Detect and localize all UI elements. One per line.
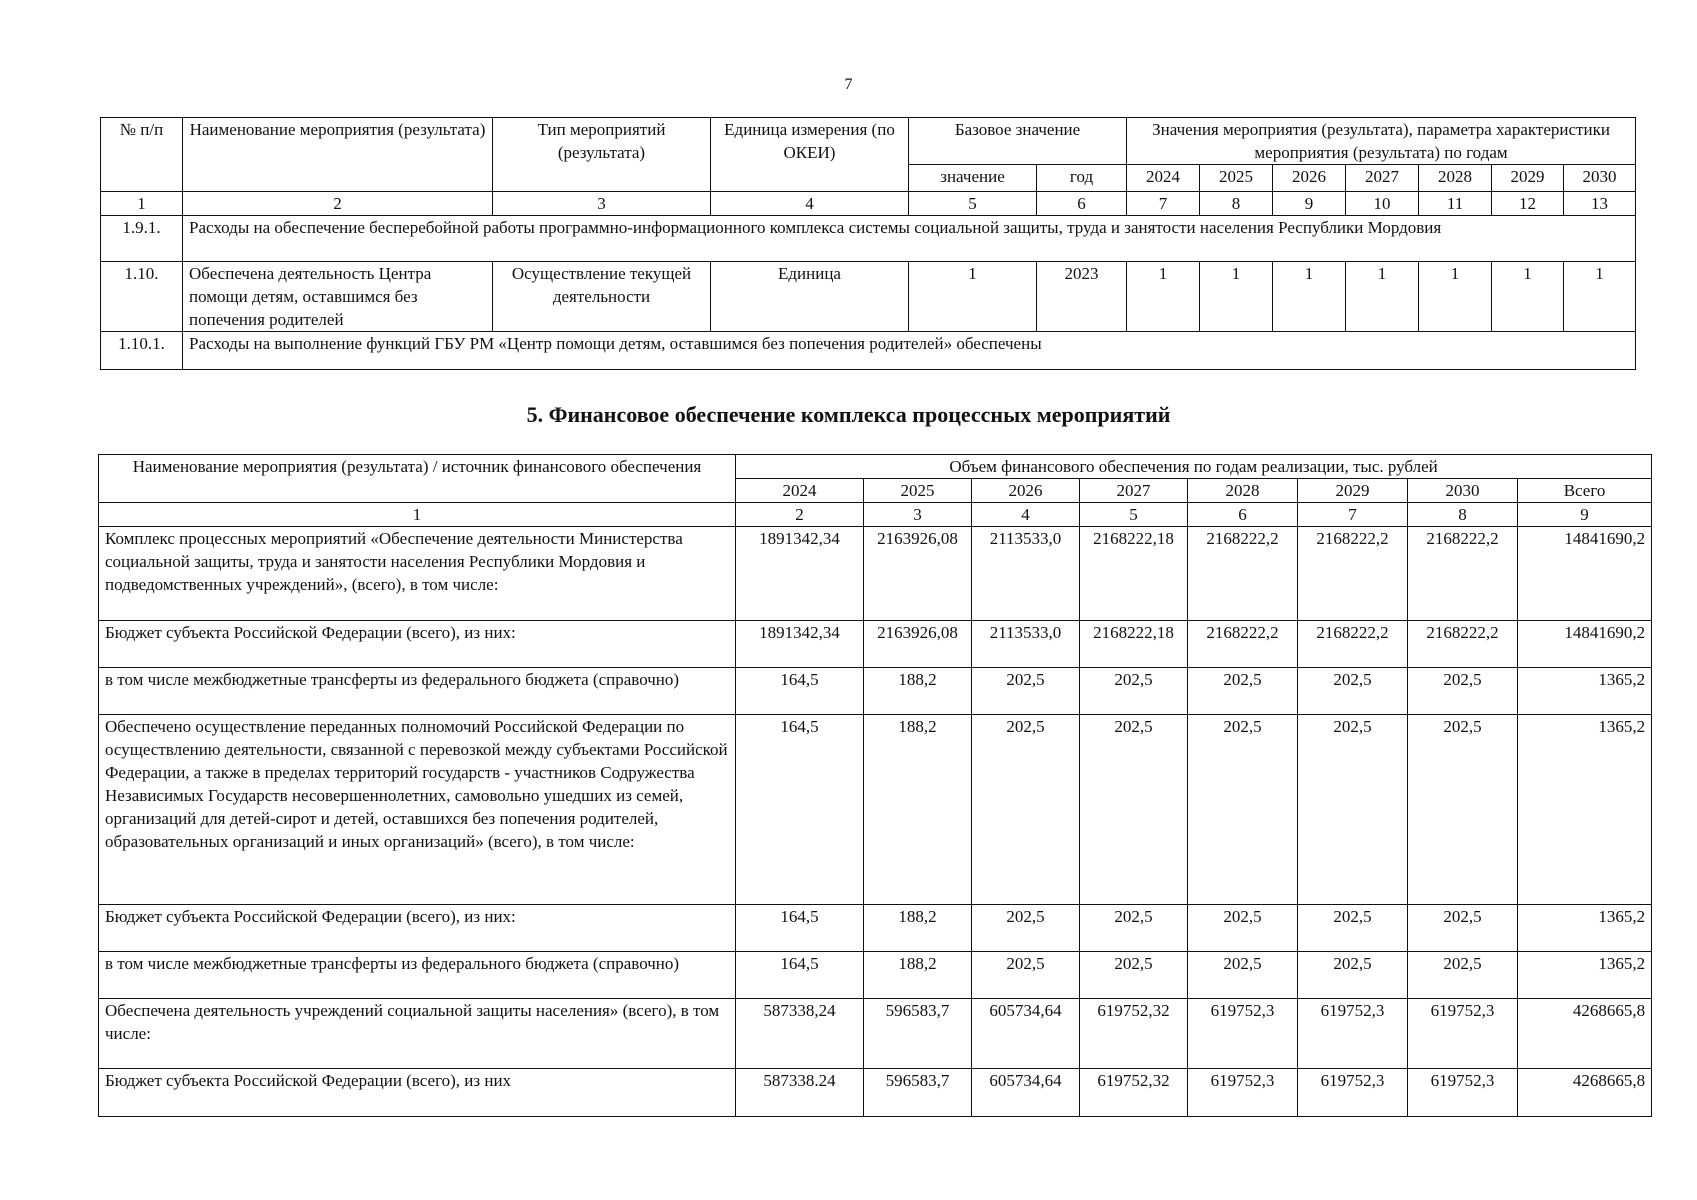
activity-type: Осуществление текущей деятельности (493, 262, 711, 332)
header-num: № п/п (101, 118, 183, 192)
financing-value: 202,5 (1408, 668, 1518, 715)
table-row (99, 1069, 1652, 1117)
financing-value: 605734,64 (972, 1069, 1080, 1117)
col-number: 11 (1419, 192, 1492, 216)
financing-value: 2163926,08 (864, 527, 972, 621)
activity-unit: Единица (711, 262, 909, 332)
header-year: 2030 (1564, 165, 1636, 192)
financing-value: 619752,3 (1188, 1069, 1298, 1117)
financing-value: 619752,3 (1298, 1069, 1408, 1117)
financing-value: 202,5 (1408, 715, 1518, 905)
col-number: 6 (1188, 503, 1298, 527)
financing-value: 2168222,2 (1188, 527, 1298, 621)
financing-value: 202,5 (1188, 715, 1298, 905)
table2-header-row (99, 455, 1652, 479)
financing-value: 619752,32 (1080, 1069, 1188, 1117)
financing-value: 202,5 (1298, 715, 1408, 905)
table-row (99, 621, 1652, 668)
financing-value: 202,5 (1408, 905, 1518, 952)
table-row (99, 668, 1652, 715)
financing-total: 1365,2 (1518, 952, 1652, 999)
financing-value: 2168222,2 (1298, 621, 1408, 668)
financing-value: 2113533,0 (972, 621, 1080, 668)
row-number: 1.9.1. (101, 216, 183, 262)
financing-value: 164,5 (736, 715, 864, 905)
activities-table (100, 117, 1636, 370)
col-number: 9 (1518, 503, 1652, 527)
financing-value: 202,5 (1188, 668, 1298, 715)
financing-value: 2168222,2 (1188, 621, 1298, 668)
col-number: 10 (1346, 192, 1419, 216)
financing-value: 596583,7 (864, 1069, 972, 1117)
table-row (99, 527, 1652, 621)
financing-value: 202,5 (1298, 952, 1408, 999)
header-year: 2028 (1188, 479, 1298, 503)
table-row (99, 715, 1652, 905)
financing-value: 202,5 (1188, 905, 1298, 952)
header-name: Наименование мероприятия (результата) (183, 118, 493, 192)
financing-value: 188,2 (864, 952, 972, 999)
activity-name: Обеспечена деятельность Центра помощи детям, оставшимся без попечения родителей (183, 262, 493, 332)
col-number: 6 (1037, 192, 1127, 216)
financing-total: 14841690,2 (1518, 527, 1652, 621)
col-number: 1 (101, 192, 183, 216)
financing-value: 202,5 (1080, 715, 1188, 905)
financing-value: 587338,24 (736, 999, 864, 1069)
col-number: 7 (1298, 503, 1408, 527)
financing-table-body (99, 527, 1652, 1117)
financing-value: 1891342,34 (736, 621, 864, 668)
col-number: 2 (183, 192, 493, 216)
financing-value: 202,5 (1080, 952, 1188, 999)
col-number: 8 (1408, 503, 1518, 527)
financing-value: 2113533,0 (972, 527, 1080, 621)
table2-column-numbers (99, 503, 1652, 527)
header-year: 2027 (1346, 165, 1419, 192)
header-name: Наименование мероприятия (результата) / источник финансового обеспечения (99, 455, 736, 503)
col-number: 12 (1492, 192, 1564, 216)
financing-item-name: в том числе межбюджетные трансферты из федерального бюджета (справочно) (99, 952, 736, 999)
financing-value: 2168222,2 (1408, 527, 1518, 621)
activity-year-value: 1 (1564, 262, 1636, 332)
header-year: 2028 (1419, 165, 1492, 192)
table1-column-numbers (101, 192, 1636, 216)
header-values: Значения мероприятия (результата), параметра характеристики мероприятия (результата) по годам (1127, 118, 1636, 165)
col-number: 5 (909, 192, 1037, 216)
col-number: 3 (493, 192, 711, 216)
financing-value: 619752,3 (1408, 999, 1518, 1069)
financing-item-name: Обеспечена деятельность учреждений социальной защиты населения» (всего), в том числе: (99, 999, 736, 1069)
financing-value: 619752,32 (1080, 999, 1188, 1069)
table-row (101, 262, 1636, 332)
financing-value: 202,5 (1298, 905, 1408, 952)
financing-value: 619752,3 (1408, 1069, 1518, 1117)
col-number: 1 (99, 503, 736, 527)
financing-total: 1365,2 (1518, 668, 1652, 715)
row-text: Расходы на обеспечение бесперебойной работы программно-информационного комплекса системы социальной защиты, труда и занятости населения Республики Мордовия (183, 216, 1636, 262)
table-row (101, 216, 1636, 262)
financing-value: 2168222,18 (1080, 527, 1188, 621)
financing-value: 202,5 (1408, 952, 1518, 999)
activity-year-value: 1 (1127, 262, 1200, 332)
header-year: 2025 (864, 479, 972, 503)
header-base-value: значение (909, 165, 1037, 192)
financing-value: 188,2 (864, 905, 972, 952)
col-number: 13 (1564, 192, 1636, 216)
financing-value: 202,5 (972, 952, 1080, 999)
header-year: 2030 (1408, 479, 1518, 503)
financing-value: 202,5 (1188, 952, 1298, 999)
financing-total: 4268665,8 (1518, 999, 1652, 1069)
header-total: Всего (1518, 479, 1652, 503)
financing-value: 164,5 (736, 952, 864, 999)
header-year: 2026 (972, 479, 1080, 503)
financing-value: 164,5 (736, 905, 864, 952)
header-year: 2024 (1127, 165, 1200, 192)
financing-item-name: в том числе межбюджетные трансферты из федерального бюджета (справочно) (99, 668, 736, 715)
header-year: 2029 (1492, 165, 1564, 192)
financing-total: 4268665,8 (1518, 1069, 1652, 1117)
financing-value: 188,2 (864, 715, 972, 905)
activity-year-value: 1 (1346, 262, 1419, 332)
financing-value: 202,5 (1080, 905, 1188, 952)
table1-header-row (101, 118, 1636, 165)
row-text: Расходы на выполнение функций ГБУ РМ «Центр помощи детям, оставшимся без попечения родителей» обеспечены (183, 332, 1636, 370)
financing-value: 202,5 (1298, 668, 1408, 715)
activity-year-value: 1 (1273, 262, 1346, 332)
col-number: 3 (864, 503, 972, 527)
col-number: 2 (736, 503, 864, 527)
col-number: 4 (972, 503, 1080, 527)
financing-value: 2163926,08 (864, 621, 972, 668)
row-number: 1.10.1. (101, 332, 183, 370)
financing-total: 14841690,2 (1518, 621, 1652, 668)
header-base: Базовое значение (909, 118, 1127, 165)
financing-value: 202,5 (1080, 668, 1188, 715)
financing-value: 2168222,18 (1080, 621, 1188, 668)
header-year: 2025 (1200, 165, 1273, 192)
financing-table (98, 454, 1652, 1117)
header-year: 2024 (736, 479, 864, 503)
header-volume: Объем финансового обеспечения по годам реализации, тыс. рублей (736, 455, 1652, 479)
table-row (99, 952, 1652, 999)
financing-value: 202,5 (972, 715, 1080, 905)
financing-value: 1891342,34 (736, 527, 864, 621)
financing-total: 1365,2 (1518, 905, 1652, 952)
col-number: 5 (1080, 503, 1188, 527)
col-number: 9 (1273, 192, 1346, 216)
financing-value: 596583,7 (864, 999, 972, 1069)
header-base-year: год (1037, 165, 1127, 192)
col-number: 4 (711, 192, 909, 216)
financing-value: 202,5 (972, 905, 1080, 952)
financing-value: 619752,3 (1298, 999, 1408, 1069)
financing-item-name: Бюджет субъекта Российской Федерации (всего), из них: (99, 621, 736, 668)
financing-value: 188,2 (864, 668, 972, 715)
row-number: 1.10. (101, 262, 183, 332)
activity-year-value: 1 (1419, 262, 1492, 332)
financing-value: 164,5 (736, 668, 864, 715)
col-number: 8 (1200, 192, 1273, 216)
financing-value: 2168222,2 (1298, 527, 1408, 621)
financing-item-name: Обеспечено осуществление переданных полномочий Российской Федерации по осуществлению деятельности, связанной с перевозкой между субъектами Российской Федерации, а также в пределах территорий государств - участников Содружества Независимых Государств несовершеннолетних, самовольно ушедших из семей, организаций для детей-сирот и детей, оставшихся без попечения родителей, образовательных организаций и иных организаций» (всего), в том числе: (99, 715, 736, 905)
financing-item-name: Комплекс процессных мероприятий «Обеспечение деятельности Министерства социальной защиты, труда и занятости населения Республики Мордовия и подведомственных учреждений», (всего), в том числе: (99, 527, 736, 621)
financing-item-name: Бюджет субъекта Российской Федерации (всего), из них (99, 1069, 736, 1117)
col-number: 7 (1127, 192, 1200, 216)
header-year: 2029 (1298, 479, 1408, 503)
header-year: 2027 (1080, 479, 1188, 503)
financing-value: 619752,3 (1188, 999, 1298, 1069)
page-number: 7 (844, 76, 853, 93)
section-title: 5. Финансовое обеспечение комплекса процессных мероприятий (526, 402, 1171, 427)
table-row (99, 999, 1652, 1069)
financing-value: 587338.24 (736, 1069, 864, 1117)
header-unit: Единица измерения (по ОКЕИ) (711, 118, 909, 192)
activity-year-value: 1 (1492, 262, 1564, 332)
financing-value: 202,5 (972, 668, 1080, 715)
table-row (99, 905, 1652, 952)
activity-base-value: 1 (909, 262, 1037, 332)
financing-value: 2168222,2 (1408, 621, 1518, 668)
table-row (101, 332, 1636, 370)
financing-total: 1365,2 (1518, 715, 1652, 905)
activity-year-value: 1 (1200, 262, 1273, 332)
activity-base-year: 2023 (1037, 262, 1127, 332)
financing-value: 605734,64 (972, 999, 1080, 1069)
financing-item-name: Бюджет субъекта Российской Федерации (всего), из них: (99, 905, 736, 952)
header-type: Тип мероприятий (результата) (493, 118, 711, 192)
header-year: 2026 (1273, 165, 1346, 192)
